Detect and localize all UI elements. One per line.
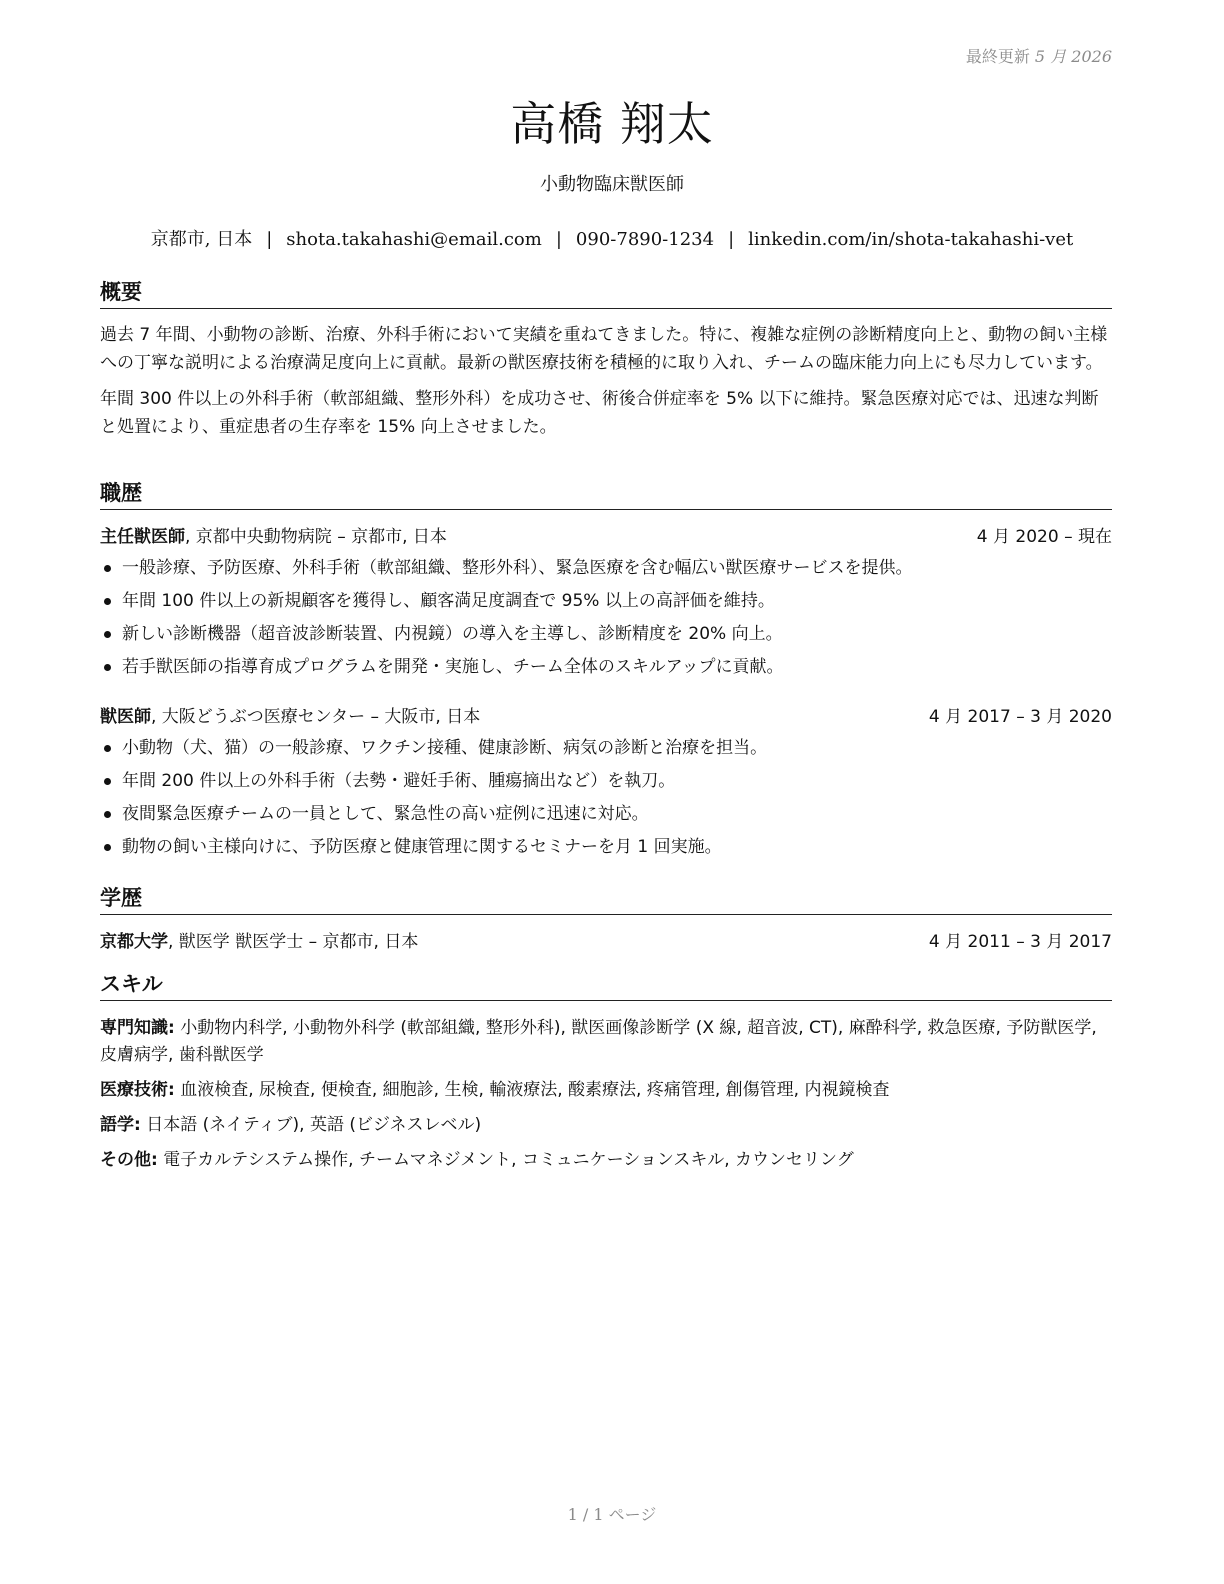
list-item: 年間 100 件以上の新規顧客を獲得し、顧客満足度調査で 95% 以上の高評価を維持。 (100, 585, 1112, 618)
job-role-org (100, 524, 447, 550)
skill-line (100, 1077, 1112, 1104)
list-item: 動物の飼い主様向けに、予防医療と健康管理に関するセミナーを月 1 回実施。 (100, 831, 1112, 864)
skill-value: 電子カルテシステム操作, チームマネジメント, コミュニケーションスキル, カウンセリング (157, 1150, 854, 1170)
skill-label: その他: (100, 1150, 158, 1170)
experience-section (100, 479, 1112, 864)
skill-line (100, 1015, 1112, 1069)
skill-line (100, 1147, 1112, 1174)
list-item: 若手獣医師の指導育成プログラムを開発・実施し、チーム全体のスキルアップに貢献。 (100, 651, 1112, 684)
job-header (100, 524, 1112, 550)
list-item: 小動物（犬、猫）の一般診療、ワクチン接種、健康診断、病気の診断と治療を担当。 (100, 732, 1112, 765)
section-heading-skills: スキル (100, 970, 1112, 1001)
list-item: 一般診療、予防医療、外科手術（軟部組織、整形外科）、緊急医療を含む幅広い獣医療サービスを提供。 (100, 552, 1112, 585)
education-school-detail (100, 929, 418, 955)
contact-linkedin[interactable]: linkedin.com/in/shota-takahashi-vet (748, 229, 1074, 250)
skill-value: 血液検査, 尿検査, 便検査, 細胞診, 生検, 輸液療法, 酸素療法, 疼痛管理, 創傷管理, 内視鏡検査 (174, 1080, 890, 1100)
last-updated-value: 5 月 2026 (1034, 47, 1112, 66)
contact-line (0, 225, 1224, 251)
candidate-name: 高橋 翔太 (510, 97, 714, 151)
contact-separator: | (555, 229, 562, 250)
skill-label: 専門知識: (100, 1018, 175, 1038)
page-number: 1 / 1 ページ (567, 1505, 657, 1524)
skill-label: 語学: (100, 1115, 141, 1135)
job-bullets (100, 732, 1112, 864)
education-dates: 4 月 2011 – 3 月 2017 (928, 932, 1112, 952)
summary-paragraph: 過去 7 年間、小動物の診断、治療、外科手術において実績を重ねてきました。特に、複雑な症例の診断精度向上と、動物の飼い主様への丁寧な説明による治療満足度向上に貢献。最新の獣医療技術を積極的に取り入れ、チームの臨床能力向上にも尽力しています。 (100, 325, 1108, 373)
list-item: 夜間緊急医療チームの一員として、緊急性の高い症例に迅速に対応。 (100, 798, 1112, 831)
contact-separator: | (728, 229, 735, 250)
contact-phone: 090-7890-1234 (575, 229, 715, 250)
last-updated (966, 44, 1112, 67)
job-org: , 大阪どうぶつ医療センター – 大阪市, 日本 (151, 707, 481, 727)
list-item: 新しい診断機器（超音波診断装置、内視鏡）の導入を主導し、診断精度を 20% 向上。 (100, 618, 1112, 651)
job-header (100, 704, 1112, 730)
job-org: , 京都中央動物病院 – 京都市, 日本 (185, 527, 447, 547)
section-heading-education: 学歴 (100, 884, 1112, 915)
skill-label: 医療技術: (100, 1080, 175, 1100)
education-section (100, 884, 1112, 955)
list-item: 年間 200 件以上の外科手術（去勢・避妊手術、腫瘍摘出など）を執刀。 (100, 765, 1112, 798)
education-detail: , 獣医学 獣医学士 – 京都市, 日本 (168, 932, 419, 952)
last-updated-label: 最終更新 (965, 47, 1030, 66)
job-bullets (100, 552, 1112, 684)
section-heading-experience: 職歴 (100, 479, 1112, 510)
job-dates: 4 月 2017 – 3 月 2020 (928, 707, 1112, 727)
skill-line (100, 1112, 1112, 1139)
job-role: 主任獣医師 (100, 527, 185, 547)
contact-separator: | (266, 229, 273, 250)
contact-email[interactable]: shota.takahashi@email.com (286, 229, 542, 250)
education-school: 京都大学 (100, 932, 168, 952)
summary-paragraph: 年間 300 件以上の外科手術（軟部組織、整形外科）を成功させ、術後合併症率を 5% 以下に維持。緊急医療対応では、迅速な判断と処置により、重症患者の生存率を 15% 向上させました。 (100, 389, 1099, 437)
skills-section (100, 970, 1112, 1182)
skill-value: 日本語 (ネイティブ), 英語 (ビジネスレベル) (140, 1115, 482, 1135)
job-role: 獣医師 (100, 707, 151, 727)
education-entry (100, 929, 1112, 955)
skill-value: 小動物内科学, 小動物外科学 (軟部組織, 整形外科), 獣医画像診断学 (X 線, 超音波, CT), 麻酔科学, 救急医療, 予防獣医学, 皮膚病学, 歯科獣医学 (100, 1018, 1097, 1065)
section-heading-summary: 概要 (100, 278, 1112, 309)
contact-location: 京都市, 日本 (150, 229, 253, 250)
job-role-org (100, 704, 480, 730)
candidate-title: 小動物臨床獣医師 (540, 174, 684, 195)
job-dates: 4 月 2020 – 現在 (976, 527, 1112, 547)
summary-section (100, 278, 1112, 441)
